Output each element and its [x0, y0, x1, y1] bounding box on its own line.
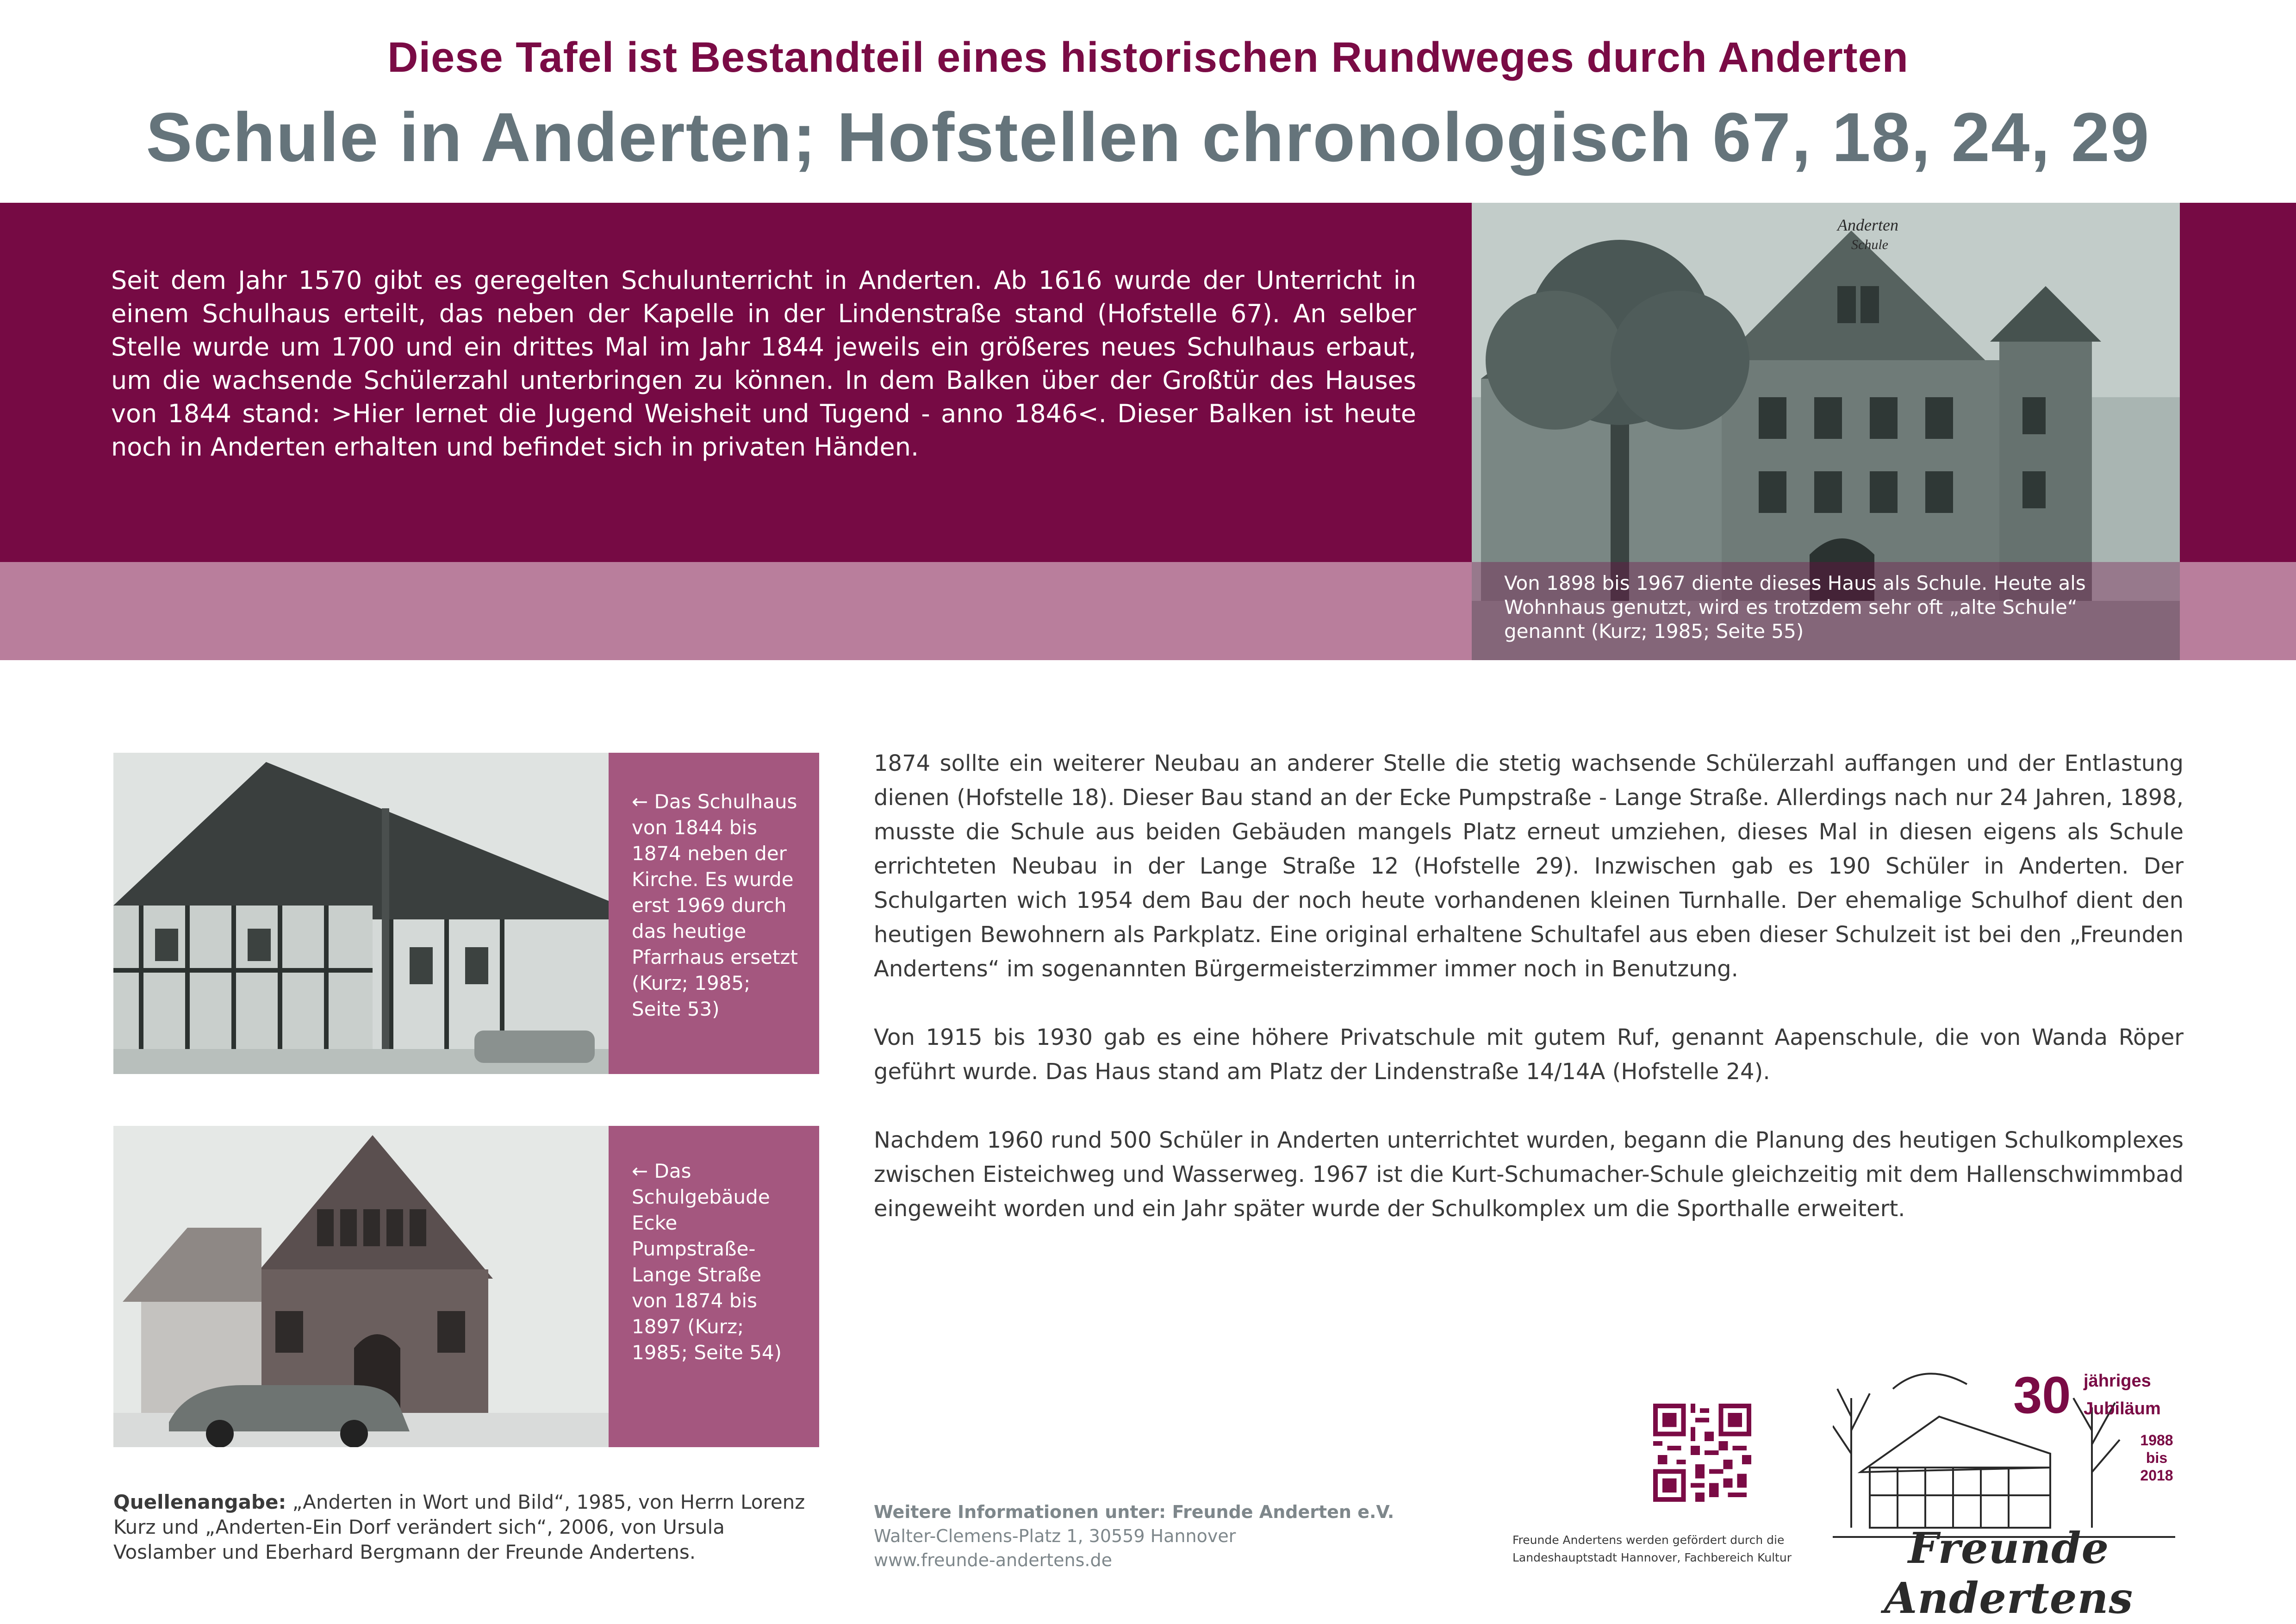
photo-sign-line2: Schule — [1851, 237, 1888, 252]
sources-text: „Anderten in Wort und Bild“, 1985, von Herrn Lorenz Kurz und „Anderten-Ein Dorf verändert sich“, 2006, von Ursula Voslamber und Eberhard Bergmann der Freunde Andertens. — [113, 1491, 805, 1563]
intro-text: Seit dem Jahr 1570 gibt es geregelten Schulunterricht in Anderten. Ab 1616 wurde der Unterricht in einem Schulhaus erteilt, das neben der Kapelle in der Lindenstraße stand (Hofstelle 67). An selber Stelle wurde um 1700 und ein drittes Mal im Jahr 1844 jeweils ein größeres neues Schulhaus erbaut, um die wachsende Schülerzahl unterbringen zu können. In dem Balken über der Großtür des Hauses von 1844 stand: >Hier lernet die Jugend Weisheit und Tugend - anno 1846<. Dieser Balken ist heute noch in Anderten erhalten und befindet sich in privaten Händen. — [111, 266, 1416, 462]
page-title: Schule in Anderten; Hofstellen chronologisch 67, 18, 24, 29 — [146, 98, 2150, 176]
sources-label: Quellenangabe: — [113, 1491, 286, 1513]
sources-note — [113, 1490, 821, 1565]
brick-school-illustration — [113, 1126, 609, 1447]
half-timbered-house-illustration — [113, 753, 609, 1074]
anniversary-years — [2129, 1431, 2184, 1484]
sponsor-line-1: Freunde Andertens werden gefördert durch die — [1512, 1533, 1785, 1547]
photo-2-caption: ← Das Schulgebäude Ecke Pumpstraße-Lange Straße von 1874 bis 1897 (Kurz; 1985; Seite 54) — [609, 1126, 819, 1447]
anniversary-number: 30 — [2013, 1366, 2071, 1424]
contact-website-link[interactable]: www.freunde-andertens.de — [874, 1550, 1112, 1570]
photo-half-timbered-school — [113, 753, 609, 1074]
qr-code-icon[interactable] — [1653, 1404, 1751, 1502]
contact-address: Walter-Clemens-Platz 1, 30559 Hannover — [874, 1526, 1236, 1546]
body-paragraph-2: Von 1915 bis 1930 gab es eine höhere Privatschule mit gutem Ruf, genannt Aapenschule, die von Wanda Röper geführt wurde. Das Haus stand am Platz der Lindenstraße 14/14A (Hofstelle 24). — [874, 1024, 2184, 1085]
anniversary-year-bis: bis — [2146, 1449, 2168, 1466]
body-paragraph-3: Nachdem 1960 rund 500 Schüler in Anderten unterrichtet wurden, begann die Planung des heutigen Schulkomplexes zwischen Eisteichweg und Wasserweg. 1967 ist die Kurt-Schumacher-Schule gleichzeitig mit dem Hallenschwimmbad eingeweiht worden und ein Jahr später wurde der Schulkomplex um die Sporthalle erweitert. — [874, 1127, 2184, 1222]
body-paragraph-1: 1874 sollte ein weiterer Neubau an anderer Stelle die stetig wachsende Schülerzahl auffangen und der Entlastung dienen (Hofstelle 18). Dieser Bau stand an der Ecke Pumpstraße - Lange Straße. Allerdings nach nur 24 Jahren, 1898, musste die Schule aus beiden Gebäuden mangels Platz erneut umziehen, dieses Mal in diesen eigens als Schule errichteten Neubau in der Lange Straße 12 (Hofstelle 29). Inzwischen gab es 190 Schüler in Anderten. Der Schulgarten wich 1954 dem Bau der noch heute vorhandenen kleinen Turnhalle. Der ehemalige Schulhof dient den heutigen Bewohnern als Parkplatz. Eine original erhaltene Schultafel aus eben dieser Schulzeit ist bei den „Freunden Andertens“ im sogenannten Bürgermeisterzimmer immer noch in Benutzung. — [874, 750, 2184, 982]
photo-school-corner-building — [113, 1126, 609, 1447]
contact-line-1: Weitere Informationen unter: Freunde Anderten e.V. — [874, 1502, 1394, 1522]
anniversary-word-2: Jubiläum — [2084, 1399, 2161, 1418]
anniversary-word-1: jähriges — [2084, 1371, 2151, 1391]
sponsor-note — [1512, 1531, 1836, 1567]
sponsor-line-2: Landeshauptstadt Hannover, Fachbereich Kultur — [1512, 1551, 1792, 1564]
body-text — [874, 746, 2184, 1260]
anniversary-year-end: 2018 — [2140, 1467, 2173, 1484]
panel-kicker: Diese Tafel ist Bestandteil eines historischen Rundweges durch Anderten — [387, 34, 1909, 81]
photo-main-caption: Von 1898 bis 1967 diente dieses Haus als Schule. Heute als Wohnhaus genutzt, wird es trotzdem sehr oft „alte Schule“ genannt (Kurz; 1985; Seite 55) — [1472, 562, 2180, 660]
logo-wordmark: Freunde Andertens — [1884, 1523, 2134, 1623]
anniversary-year-start: 1988 — [2140, 1432, 2173, 1449]
contact-info — [874, 1500, 1429, 1572]
photo-1-caption: ← Das Schulhaus von 1844 bis 1874 neben der Kirche. Es wurde erst 1969 durch das heutige Pfarrhaus ersetzt (Kurz; 1985; Seite 53) — [609, 753, 819, 1074]
photo-sign-line1: Anderten — [1837, 216, 1898, 234]
